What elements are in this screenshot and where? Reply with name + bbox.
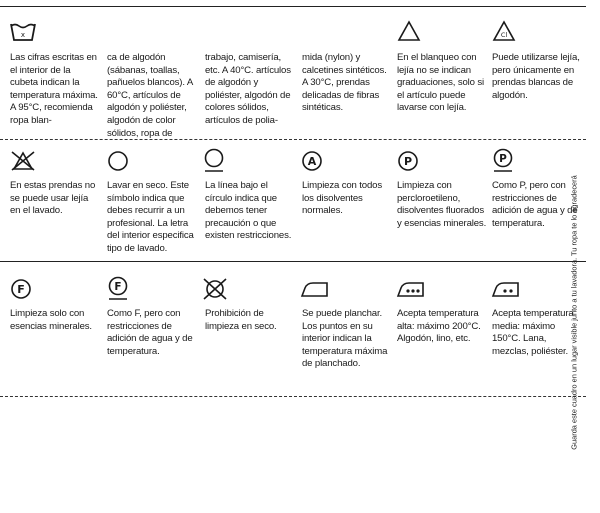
washing-tub-label: x — [20, 31, 26, 39]
top-divider — [0, 6, 586, 7]
dry-clean-a-text: Limpieza con todos los disolventes normales. — [302, 180, 382, 217]
iron-icon — [300, 280, 330, 298]
bottom-divider — [0, 396, 586, 397]
iron-three-dots-icon — [396, 280, 426, 298]
dry-clean-p-gentle-text: Como P, pero con restricciones de adición de agua y de temperatura. — [492, 180, 578, 229]
dry-clean-p-icon — [397, 150, 419, 172]
dry-clean-f-gentle-icon — [107, 276, 129, 302]
dry-clean-f-label: F — [17, 283, 25, 296]
dry-clean-a-label: A — [307, 155, 317, 168]
dry-clean-p-gentle-label: P — [499, 153, 507, 165]
dry-clean-p-label: P — [403, 155, 413, 168]
dry-clean-p-text: Limpieza con percloroetileno, disolventes fluorados y esencias minerales. — [397, 180, 487, 229]
dry-clean-f-text: Limpieza solo con esencias minerales. — [10, 308, 92, 332]
dry-clean-text: Lavar en seco. Este símbolo indica que debes recurrir a un profesional. La letra del interior especifica tipo de lavado. — [107, 180, 194, 254]
wash-temperature-text-2: ca de algodón (sábanas, toallas, pañuelos blancos). A 60°C, artículos de algodón y poliéster, algodón de color sólidos, ropa de — [107, 52, 193, 139]
dry-clean-p-gentle-icon — [492, 148, 514, 174]
wash-temperature-text-4: mida (nylon) y calcetines sintéticos. A 30°C, prendas delicadas de fibras sintéticas. — [302, 52, 387, 114]
iron-text: Se puede planchar. Los puntos en su interior indican la temperatura máxima de planchado. — [302, 308, 388, 370]
iron-two-dots-icon — [491, 280, 521, 298]
dry-clean-f-gentle-text: Como F, pero con restricciones de adición de agua y de temperatura. — [107, 308, 193, 357]
bleach-text: En el blanqueo con lejía no se indican graduaciones, solo si el artículo puede lavarse con lejía. — [397, 52, 484, 114]
no-dry-clean-text: Prohibición de limpieza en seco. — [205, 308, 277, 332]
dry-clean-f-gentle-label: F — [114, 281, 122, 293]
dry-clean-f-icon — [10, 278, 32, 300]
iron-high-text: Acepta temperatura alta: máximo 200°C. Algodón, lino, etc. — [397, 308, 481, 345]
bleach-cl-label: Cl — [500, 31, 508, 39]
no-bleach-icon — [10, 150, 36, 172]
bleach-cl-text: Puede utilizarse lejía, pero únicamente en prendas blancas de algodón. — [492, 52, 580, 101]
bleach-triangle-icon — [397, 20, 421, 42]
no-bleach-text: En estas prendas no se puede usar lejía en el lavado. — [10, 180, 96, 217]
row-divider-2 — [0, 261, 586, 262]
wash-temperature-text-3: trabajo, camisería, etc. A 40°C. artículos de algodón y poliéster, algodón de colores sólidos, artículos de polia- — [205, 52, 291, 126]
no-dry-clean-icon — [202, 277, 228, 301]
iron-medium-text: Acepta temperatura media: máximo 150°C. Lana, mezclas, poliéster. — [492, 308, 574, 357]
side-note: Guarda este cuadro en un lugar visible junto a tu lavadora. Tu ropa te lo agradecerá — [569, 175, 579, 450]
dry-clean-a-icon — [301, 150, 323, 172]
washing-tub-x-icon — [10, 22, 36, 42]
dry-clean-gentle-icon — [203, 148, 225, 174]
bleach-triangle-cl-icon — [492, 20, 516, 42]
dry-clean-gentle-text: La línea bajo el círculo indica que debemos tener precaución o que existen restricciones. — [205, 180, 292, 242]
row-divider-1 — [0, 139, 586, 140]
dry-clean-circle-icon — [107, 150, 129, 172]
wash-temperature-text-1: Las cifras escritas en el interior de la cubeta indican la temperatura máxima. A 95°C, recomienda ropa blan- — [10, 52, 98, 126]
